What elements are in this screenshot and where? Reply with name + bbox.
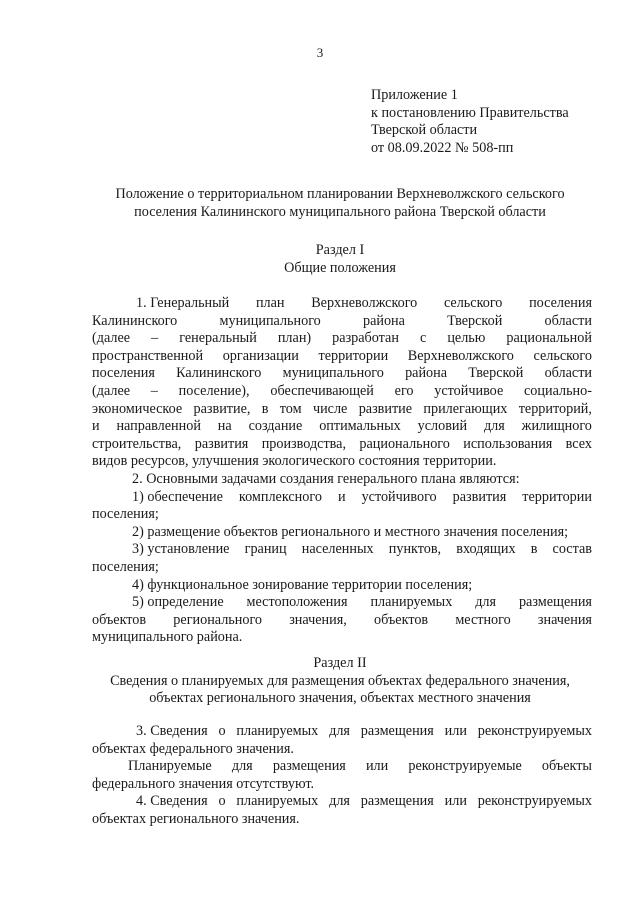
body-word: входящих	[456, 541, 516, 558]
body-word: комплексного	[238, 488, 322, 505]
section-2-body	[92, 723, 592, 829]
title-line: Положение о территориальном планировании Верхневолжского сельского	[115, 186, 565, 202]
body-line	[92, 793, 592, 811]
appendix-line: Приложение 1	[371, 87, 458, 103]
body-word: Верхневолжского	[407, 347, 514, 364]
body-line	[92, 594, 592, 612]
section-subtitle: Общие положения	[284, 259, 396, 276]
body-word: и	[337, 488, 346, 505]
body-line: 2) размещение объектов регионального и местного значения поселения;	[132, 523, 569, 540]
body-word: оптимальных	[319, 418, 401, 435]
body-word: муниципального	[219, 312, 321, 329]
body-word: области	[544, 365, 592, 382]
body-word: 1) обеспечение	[132, 488, 223, 505]
body-word: для	[483, 418, 505, 435]
body-word: размещения	[360, 723, 434, 739]
body-line	[92, 436, 592, 454]
body-word: объекты	[541, 758, 592, 775]
body-word: района	[405, 365, 448, 382]
body-word: 1. Генеральный	[136, 295, 230, 311]
body-word: реконструируемые	[408, 758, 522, 775]
body-line: поселения;	[92, 558, 159, 575]
body-word: территории	[522, 488, 592, 505]
body-word: планируемых	[236, 793, 319, 810]
body-word: сельского	[533, 347, 592, 364]
body-word: планируемых	[236, 723, 319, 739]
body-word: муниципального	[282, 365, 384, 382]
body-word: экономическое	[92, 400, 183, 417]
body-word: Калининского	[176, 365, 262, 382]
body-word: размещения	[360, 793, 434, 810]
body-line: федерального значения отсутствуют.	[92, 775, 315, 792]
body-word: строительства,	[92, 435, 182, 452]
body-word: направленной	[116, 418, 201, 435]
body-word: его	[394, 382, 414, 399]
body-word: поселение),	[178, 382, 250, 399]
body-word: –	[151, 330, 159, 347]
section-subtitle: объектах регионального значения, объектах местного значения	[149, 690, 531, 707]
appendix-block	[371, 87, 621, 157]
body-word: том	[279, 400, 302, 417]
body-word: реконструируемых	[477, 793, 592, 810]
body-line	[92, 489, 592, 507]
body-line: муниципального района.	[92, 629, 243, 646]
body-word: состав	[552, 541, 592, 558]
section-subtitle: Сведения о планируемых для размещения объектах федерального значения,	[110, 672, 570, 689]
body-word: Верхневолжского	[311, 295, 418, 311]
body-line: видов ресурсов, улучшения экологического состояния территории.	[92, 453, 497, 470]
body-word: план)	[277, 330, 312, 347]
appendix-line: от 08.09.2022 № 508-пп	[371, 139, 514, 156]
body-word: в	[261, 400, 269, 417]
body-word: устойчивое	[434, 382, 504, 399]
body-line: объектах федерального значения.	[92, 740, 294, 757]
body-line	[92, 330, 592, 348]
appendix-line: к постановлению Правительства	[371, 104, 569, 121]
body-line: 4) функциональное зонирование территории поселения;	[132, 576, 473, 593]
body-line	[92, 723, 592, 741]
body-word: развития	[452, 488, 507, 505]
body-word: план	[255, 295, 285, 311]
body-word: всех	[565, 435, 592, 452]
body-line	[92, 365, 592, 383]
body-word: планируемых	[370, 594, 453, 611]
body-word: создание	[248, 418, 303, 435]
body-line	[92, 612, 592, 630]
body-word: на	[217, 418, 232, 435]
body-word: социально-	[524, 382, 592, 399]
body-word: целью	[447, 330, 486, 347]
body-word: жилищного	[521, 418, 592, 435]
body-word: для	[329, 793, 350, 810]
body-word: развитие	[358, 400, 413, 417]
body-word: устойчивого	[361, 488, 437, 505]
body-word: производства,	[261, 435, 347, 452]
body-word: Тверской	[468, 365, 524, 382]
body-word: о	[218, 723, 226, 739]
section-1-header	[60, 242, 620, 277]
body-word: 5) определение	[132, 594, 224, 611]
body-word: или	[444, 723, 467, 739]
document-title	[60, 186, 620, 221]
body-line: поселения;	[92, 506, 159, 523]
body-word: местоположения	[246, 594, 348, 611]
body-word: значения,	[289, 611, 347, 628]
body-line	[92, 348, 592, 366]
body-word: о	[218, 793, 226, 810]
body-word: реконструируемых	[477, 723, 592, 739]
body-word: числе	[312, 400, 348, 417]
section-heading: Раздел II	[313, 655, 367, 671]
body-line: 2. Основными задачами создания генерального плана являются:	[132, 470, 520, 487]
body-word: рациональной	[506, 330, 592, 347]
body-line	[92, 401, 592, 419]
body-word: для	[329, 723, 350, 739]
body-word: в	[530, 541, 538, 558]
body-word: территорий,	[518, 400, 592, 417]
body-line	[92, 313, 592, 331]
body-word: границ	[244, 541, 287, 558]
body-word: с	[419, 330, 427, 347]
body-word: объектов	[374, 611, 429, 628]
body-word: области	[544, 312, 592, 329]
body-word: и	[92, 418, 100, 435]
body-word: развития	[194, 435, 249, 452]
body-word: пространственной	[92, 347, 204, 364]
body-word: населенных	[301, 541, 374, 558]
appendix-line: Тверской области	[371, 122, 478, 139]
body-word: (далее	[92, 330, 131, 347]
body-word: разработан	[332, 330, 399, 347]
page-number: 3	[316, 45, 324, 60]
body-word: условий	[417, 418, 468, 435]
body-word: сельского	[443, 295, 503, 311]
body-word: Тверской	[447, 312, 503, 329]
body-word: значения	[537, 611, 592, 628]
body-word: генеральный	[179, 330, 257, 347]
body-word: 4. Сведения	[136, 793, 208, 810]
body-word: поселения	[529, 295, 592, 311]
title-line: поселения Калининского муниципального района Тверской области	[134, 203, 546, 220]
section-1-body	[92, 295, 592, 647]
body-word: рационального	[359, 435, 450, 452]
body-word: или	[444, 793, 467, 810]
section-2-header	[60, 655, 620, 708]
body-line	[92, 418, 592, 436]
body-word: для	[475, 594, 497, 611]
body-word: прилегающих	[423, 400, 508, 417]
body-line	[92, 541, 592, 559]
body-line: объектах регионального значения.	[92, 810, 300, 827]
body-word: для	[231, 758, 253, 775]
body-word: Планируемые	[128, 758, 212, 775]
body-word: организации	[222, 347, 299, 364]
body-word: развитие,	[193, 400, 251, 417]
body-word: объектов	[92, 611, 147, 628]
body-word: 3) установление	[132, 541, 230, 558]
body-word: района	[362, 312, 405, 329]
body-word: Калининского	[92, 312, 178, 329]
body-word: регионального	[173, 611, 263, 628]
body-word: территории	[318, 347, 389, 364]
body-line	[92, 295, 592, 313]
body-word: (далее	[92, 382, 131, 399]
body-word: местного	[455, 611, 511, 628]
body-word: или	[365, 758, 389, 775]
body-word: поселения	[92, 365, 155, 382]
body-word: обеспечивающей	[270, 382, 374, 399]
body-line	[92, 758, 592, 776]
body-word: 3. Сведения	[136, 723, 208, 739]
body-word: использования	[463, 435, 553, 452]
body-word: размещения	[518, 594, 592, 611]
body-line	[92, 383, 592, 401]
body-word: пунктов,	[388, 541, 442, 558]
body-word: размещения	[272, 758, 346, 775]
body-word: –	[150, 382, 158, 399]
section-heading: Раздел I	[315, 242, 365, 258]
